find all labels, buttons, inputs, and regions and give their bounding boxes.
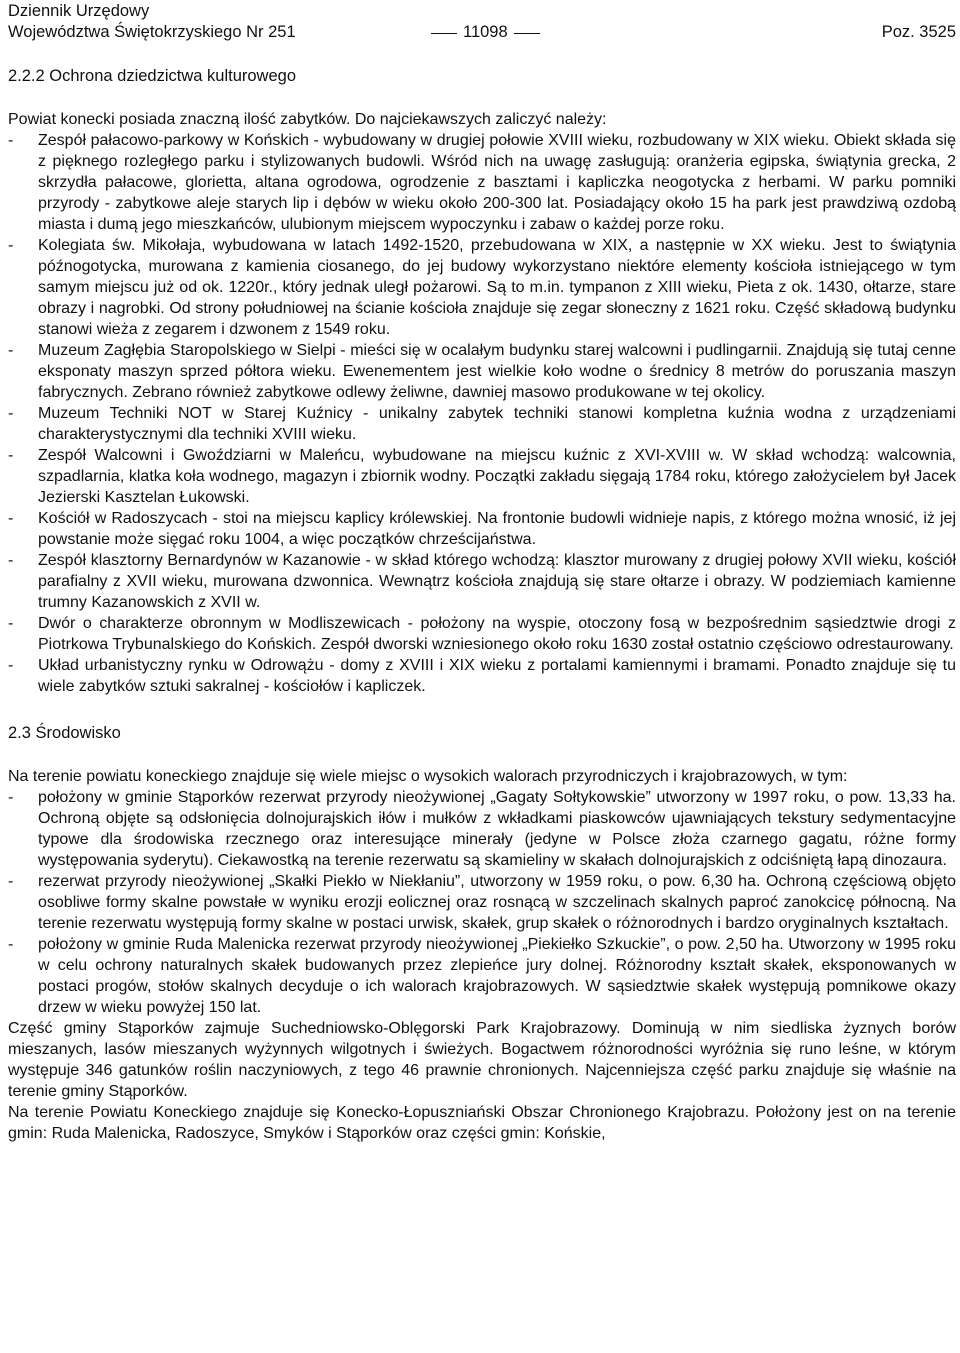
list-item-text: Zespół pałacowo-parkowy w Końskich - wybudowany w drugiej połowie XVIII wieku, rozbudowany w XIX wieku. Obiekt składa się z pięknego rozległego parku i stylizowanych budowli. Wśród nich na uwagę zasługują: oranżeria egipska, świątynia grecka, 2 skrzydła pałacowe, glorietta, altana ogrodowa, ogrodzenie z basztami i kapliczka neogotycka z herbami. W parku pomniki przyrody - zabytkowe aleje starych lip i dębów w wieku około 200-300 lat. Posiadający około 15 ha park jest prawdziwą ozdobą miasta i dumą jego mieszkańców, ulubionym miejscem wypoczynku i zabaw o każdej porze roku. [38, 132, 956, 233]
list-item-text: Zespół klasztorny Bernardynów w Kazanowie - w skład którego wchodzą: klasztor murowany z drugiej połowy XVII wieku, kościół parafialny z XVII wieku, murowana dzwonnica. Wewnątrz kościoła znajdują się stare ołtarze i obrazy. W podziemiach kamienne trumny Kazanowskich z XVII w. [38, 552, 956, 611]
page-header [8, 0, 956, 44]
list-item [8, 445, 956, 508]
list-item-text: położony w gminie Stąporków rezerwat przyrody nieożywionej „Gagaty Sołtykowskie” utworzony w 1997 roku, o pow. 13,33 ha. Ochroną objęte są odsłonięcia dolnojurajskich iłów i mułków z wkładkami piaskowców ujawniających tekstury sedymentacyjne typowe dla środowiska rzecznego oraz interesujące minerały (jedyne w Polsce złoża czarnego gagatu, różne formy występowania syderytu). Ciekawostką na terenie rezerwatu są skamieliny w skałach dolnojurajskich z odciśniętą łapą dinozaura. [38, 789, 956, 869]
list-item-text: rezerwat przyrody nieożywionej „Skałki Piekło w Niekłaniu”, utworzony w 1959 roku, o pow. 6,30 ha. Ochroną częściową objęto osobliwe formy skalne powstałe w wyniku erozji eolicznej oraz rosnącą w szczelinach skalnych paproć zanokcicę północną. Na terenie rezerwatu występują formy skalne w postaci urwisk, skałek, grup skałek o różnorodnych i bardzo oryginalnych kształtach. [38, 873, 956, 932]
list-item [8, 235, 956, 340]
section-heading-environment: 2.3 Środowisko [8, 724, 121, 742]
heritage-intro: Powiat konecki posiada znaczną ilość zabytków. Do najciekawszych zaliczyć należy: [8, 111, 607, 128]
journal-issue: Województwa Świętokrzyskiego Nr 251 [8, 23, 296, 41]
list-item-text: położony w gminie Ruda Malenicka rezerwat przyrody nieożywionej „Piekiełko Szkuckie”, o pow. 2,50 ha. Utworzony w 1995 roku w celu ochrony naturalnych skałek budowanych przez zlepieńce jury dolnej. Różnorodny kształt skałek, eksponowanych w postaci progów, stołów skalnych decyduje o ich walorach krajobrazowych. W sąsiedztwie skałek występują pomnikowe okazy drzew w wieku powyżej 150 lat. [38, 936, 956, 1016]
list-bullet: - [8, 510, 14, 527]
list-item [8, 340, 956, 403]
list-item [8, 550, 956, 613]
list-bullet: - [8, 789, 14, 806]
list-bullet: - [8, 873, 14, 890]
document-page [8, 0, 956, 1144]
list-item [8, 130, 956, 235]
list-item-text: Dwór o charakterze obronnym w Modliszewicach - położony na wyspie, otoczony fosą w bezpośrednim sąsiedztwie drogi z Piotrkowa Trybunalskiego do Końskich. Zespół dworski wzniesionego około roku 1630 został ostatnio częściowo odrestaurowany. [38, 615, 956, 653]
list-item-text: Muzeum Techniki NOT w Starej Kuźnicy - unikalny zabytek techniki stanowi kompletna kuźnia wodna z urządzeniami charakterystycznymi dla techniki XVIII wieku. [38, 405, 956, 443]
list-item-text: Kościół w Radoszycach - stoi na miejscu kaplicy królewskiej. Na frontonie budowli widnieje napis, z którego można wnosić, iż jej powstanie może sięgać roku 1004, a więc początków chrześcijaństwa. [38, 510, 956, 548]
page-number-block [431, 22, 540, 42]
list-bullet: - [8, 615, 14, 632]
page-number-dash-right [514, 33, 540, 34]
list-item-text: Kolegiata św. Mikołaja, wybudowana w latach 1492-1520, przebudowana w XIX, a następnie w XX wieku. Jest to świątynia późnogotycka, murowana z kamienia ciosanego, do jej budowy wykorzystano niektóre elementy kościoła istniejącego w tym samym miejscu już od ok. 1220r., który jednak uległ pożarowi. Są to m.in. tympanon z XIII wieku, Pieta z ok. 1430, ołtarze, stare obrazy i nagrobki. Od strony południowej na ścianie kościoła znajduje się zegar słoneczny z 1621 roku. Część składową budynku stanowi wieża z zegarem i dzwonem z 1549 roku. [38, 237, 956, 338]
list-item [8, 871, 956, 934]
list-bullet: - [8, 132, 14, 149]
protected-landscape-paragraph: Na terenie Powiatu Koneckiego znajduje się Konecko-Łopuszniański Obszar Chronionego Krajobrazu. Położony jest on na terenie gmin: Ruda Malenicka, Radoszyce, Smyków i Stąporków oraz części gmin: Końskie, [8, 1104, 956, 1142]
environment-intro: Na terenie powiatu koneckiego znajduje się wiele miejsc o wysokich walorach przyrodniczych i krajobrazowych, w tym: [8, 768, 848, 785]
list-bullet: - [8, 405, 14, 422]
list-bullet: - [8, 657, 14, 674]
list-bullet: - [8, 237, 14, 254]
list-bullet: - [8, 447, 14, 464]
page-number: 11098 [463, 23, 508, 41]
heritage-list [8, 130, 956, 697]
environment-list [8, 787, 956, 1018]
list-item [8, 934, 956, 1018]
list-bullet: - [8, 342, 14, 359]
landscape-park-paragraph: Część gminy Stąporków zajmuje Suchedniowsko-Oblęgorski Park Krajobrazowy. Dominują w nim siedliska żyznych borów mieszanych, lasów mieszanych wyżynnych wilgotnych i świeżych. Bogactwem różnorodności wyróżnia się runo leśne, w którym występuje 346 gatunków roślin naczyniowych, z tego 46 prawnie chronionych. Najcenniejsza część parku znajduje się właśnie na terenie gminy Stąporków. [8, 1020, 956, 1100]
list-item [8, 613, 956, 655]
section-heading-heritage: 2.2.2 Ochrona dziedzictwa kulturowego [8, 67, 296, 85]
position-number: Poz. 3525 [881, 23, 956, 41]
list-bullet: - [8, 936, 14, 953]
list-bullet: - [8, 552, 14, 569]
list-item [8, 655, 956, 697]
journal-title: Dziennik Urzędowy [8, 2, 150, 20]
list-item-text: Zespół Walcowni i Gwoździarni w Maleńcu, wybudowane na miejscu kuźnic z XVI-XVIII w. W skład wchodzą: walcownia, szpadlarnia, klatka koła wodnego, magazyn i zbiornik wodny. Początki zakładu sięgają 1784 roku, którego założycielem był Jacek Jezierski Kasztelan Łukowski. [38, 447, 956, 506]
list-item [8, 403, 956, 445]
list-item-text: Układ urbanistyczny rynku w Odrowążu - domy z XVIII i XIX wieku z portalami kamiennymi i bramami. Ponadto znajduje się tu wiele zabytków sztuki sakralnej - kościołów i kapliczek. [38, 657, 956, 695]
list-item [8, 508, 956, 550]
list-item-text: Muzeum Zagłębia Staropolskiego w Sielpi - mieści się w ocalałym budynku starej walcowni i pudlingarnii. Znajdują się tutaj cenne eksponaty maszyn sprzed półtora wieku. Ewenementem jest wielkie koło wodne o średnicy 8 metrów do poruszania maszyn fabrycznych. Zebrano również zabytkowe odlewy żeliwne, dawniej masowo produkowane w tej okolicy. [38, 342, 956, 401]
page-number-dash-left [431, 33, 457, 34]
list-item [8, 787, 956, 871]
